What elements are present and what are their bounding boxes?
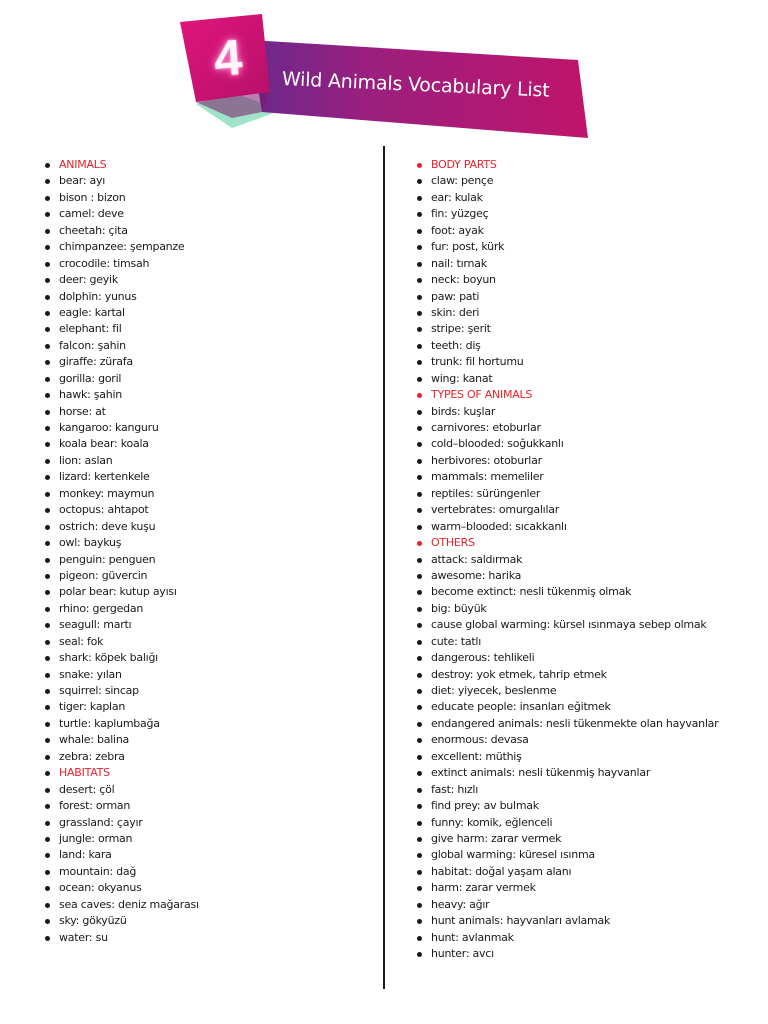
vocabulary-item: tiger: kaplan	[40, 699, 375, 715]
vocabulary-item: zebra: zebra	[40, 749, 375, 765]
vocabulary-item: awesome: harika	[412, 568, 762, 584]
vocabulary-item: wing: kanat	[412, 371, 762, 387]
vocabulary-item: gorilla: goril	[40, 371, 375, 387]
vocabulary-item: cause global warming: kürsel ısınmaya sebep olmak	[412, 617, 762, 633]
vocabulary-item: carnivores: etoburlar	[412, 420, 762, 436]
vocabulary-item: stripe: şerit	[412, 321, 762, 337]
vocabulary-item: lion: aslan	[40, 453, 375, 469]
vocabulary-item: claw: pençe	[412, 173, 762, 189]
vocabulary-item: hawk: şahin	[40, 387, 375, 403]
vocabulary-item: monkey: maymun	[40, 486, 375, 502]
vocabulary-item: koala bear: koala	[40, 436, 375, 452]
vocabulary-item: ear: kulak	[412, 190, 762, 206]
vocabulary-item: seal: fok	[40, 634, 375, 650]
vocabulary-item: fin: yüzgeç	[412, 206, 762, 222]
vocabulary-item: fast: hızlı	[412, 782, 762, 798]
vocabulary-item: dangerous: tehlikeli	[412, 650, 762, 666]
vocabulary-item: mountain: dağ	[40, 864, 375, 880]
vocabulary-item: neck: boyun	[412, 272, 762, 288]
vocabulary-item: shark: köpek balığı	[40, 650, 375, 666]
vocabulary-item: habitat: doğal yaşam alanı	[412, 864, 762, 880]
vocabulary-item: octopus: ahtapot	[40, 502, 375, 518]
vocabulary-item: foot: ayak	[412, 223, 762, 239]
vocabulary-item: desert: çöl	[40, 782, 375, 798]
vocabulary-item: teeth: diş	[412, 338, 762, 354]
vocabulary-item: seagull: martı	[40, 617, 375, 633]
vocabulary-item: give harm: zarar vermek	[412, 831, 762, 847]
vocabulary-item: destroy: yok etmek, tahrip etmek	[412, 667, 762, 683]
section-heading: ANIMALS	[40, 157, 375, 173]
vocabulary-item: deer: geyik	[40, 272, 375, 288]
vocabulary-item: hunt: avlanmak	[412, 930, 762, 946]
vocabulary-item: become extinct: nesli tükenmiş olmak	[412, 584, 762, 600]
vocabulary-item: horse: at	[40, 404, 375, 420]
vocabulary-item: reptiles: sürüngenler	[412, 486, 762, 502]
vocabulary-item: rhino: gergedan	[40, 601, 375, 617]
vocabulary-item: herbivores: otoburlar	[412, 453, 762, 469]
vocabulary-item: paw: pati	[412, 289, 762, 305]
vocabulary-item: dolphin: yunus	[40, 289, 375, 305]
vocabulary-item: ocean: okyanus	[40, 880, 375, 896]
section-heading: BODY PARTS	[412, 157, 762, 173]
vocabulary-item: snake: yılan	[40, 667, 375, 683]
vocabulary-item: skin: deri	[412, 305, 762, 321]
vocabulary-item: polar bear: kutup ayısı	[40, 584, 375, 600]
page-title: Wild Animals Vocabulary List	[281, 68, 550, 102]
vocabulary-item: squirrel: sincap	[40, 683, 375, 699]
vocabulary-item: endangered animals: nesli tükenmekte olan hayvanlar	[412, 716, 762, 732]
vocabulary-item: giraffe: zürafa	[40, 354, 375, 370]
vocabulary-item: eagle: kartal	[40, 305, 375, 321]
vocabulary-item: nail: tırnak	[412, 256, 762, 272]
vocabulary-item: bison : bizon	[40, 190, 375, 206]
section-heading: HABITATS	[40, 765, 375, 781]
vocabulary-item: whale: balina	[40, 732, 375, 748]
vocabulary-item: attack: saldırmak	[412, 552, 762, 568]
vocabulary-item: sea caves: deniz mağarası	[40, 897, 375, 913]
vocabulary-item: owl: baykuş	[40, 535, 375, 551]
vocabulary-item: funny: komik, eğlenceli	[412, 815, 762, 831]
left-vocabulary-list	[40, 157, 375, 946]
vocabulary-item: vertebrates: omurgalılar	[412, 502, 762, 518]
vocabulary-item: forest: orman	[40, 798, 375, 814]
vocabulary-item: enormous: devasa	[412, 732, 762, 748]
vocabulary-item: crocodile: timsah	[40, 256, 375, 272]
vocabulary-item: cold–blooded: soğukkanlı	[412, 436, 762, 452]
section-heading: TYPES OF ANIMALS	[412, 387, 762, 403]
vocabulary-item: chimpanzee: şempanze	[40, 239, 375, 255]
vocabulary-item: water: su	[40, 930, 375, 946]
section-heading: OTHERS	[412, 535, 762, 551]
vocabulary-item: excellent: müthiş	[412, 749, 762, 765]
vocabulary-item: ostrich: deve kuşu	[40, 519, 375, 535]
vocabulary-item: sky: gökyüzü	[40, 913, 375, 929]
vocabulary-item: hunt animals: hayvanları avlamak	[412, 913, 762, 929]
right-vocabulary-list	[412, 157, 762, 962]
vocabulary-item: kangaroo: kanguru	[40, 420, 375, 436]
vocabulary-item: diet: yiyecek, beslenme	[412, 683, 762, 699]
column-divider	[383, 146, 385, 989]
vocabulary-item: hunter: avcı	[412, 946, 762, 962]
vocabulary-item: jungle: orman	[40, 831, 375, 847]
vocabulary-item: penguin: penguen	[40, 552, 375, 568]
vocabulary-item: cheetah: çita	[40, 223, 375, 239]
vocabulary-item: grassland: çayır	[40, 815, 375, 831]
vocabulary-item: birds: kuşlar	[412, 404, 762, 420]
vocabulary-item: lizard: kertenkele	[40, 469, 375, 485]
vocabulary-item: extinct animals: nesli tükenmiş hayvanlar	[412, 765, 762, 781]
vocabulary-item: big: büyük	[412, 601, 762, 617]
chapter-number: 4	[212, 29, 244, 87]
vocabulary-item: educate people: insanları eğitmek	[412, 699, 762, 715]
vocabulary-item: warm–blooded: sıcakkanlı	[412, 519, 762, 535]
vocabulary-item: trunk: fil hortumu	[412, 354, 762, 370]
vocabulary-item: bear: ayı	[40, 173, 375, 189]
vocabulary-item: mammals: memeliler	[412, 469, 762, 485]
vocabulary-item: fur: post, kürk	[412, 239, 762, 255]
vocabulary-item: heavy: ağır	[412, 897, 762, 913]
vocabulary-item: elephant: fil	[40, 321, 375, 337]
vocabulary-item: find prey: av bulmak	[412, 798, 762, 814]
header-banner	[0, 0, 768, 150]
vocabulary-item: falcon: şahin	[40, 338, 375, 354]
vocabulary-item: camel: deve	[40, 206, 375, 222]
vocabulary-item: land: kara	[40, 847, 375, 863]
vocabulary-item: harm: zarar vermek	[412, 880, 762, 896]
vocabulary-item: turtle: kaplumbağa	[40, 716, 375, 732]
vocabulary-item: pigeon: güvercin	[40, 568, 375, 584]
vocabulary-item: cute: tatlı	[412, 634, 762, 650]
vocabulary-item: global warming: küresel ısınma	[412, 847, 762, 863]
